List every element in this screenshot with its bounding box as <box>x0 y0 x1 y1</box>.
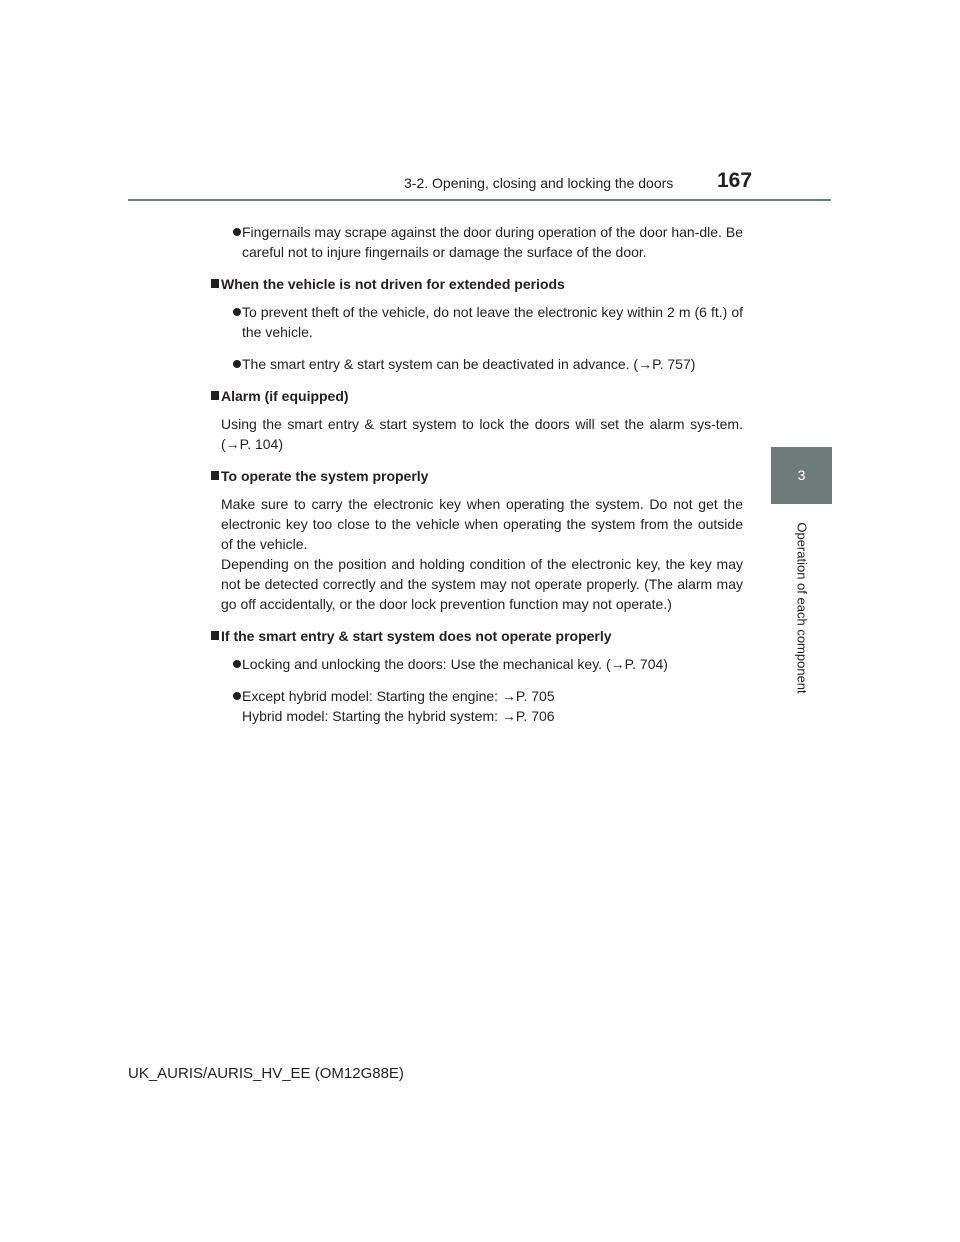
bullet-text-line: Hybrid model: Starting the hybrid system: →P. 706 <box>242 708 555 724</box>
header-rule <box>128 199 831 201</box>
section-heading <box>213 386 743 406</box>
heading-text: If the smart entry & start system does not operate properly <box>221 628 612 644</box>
paragraph: Make sure to carry the electronic key when operating the system. Do not get the electronic key too close to the vehicle when operating the system from the outside of the vehicle. <box>221 496 743 552</box>
heading-text: When the vehicle is not driven for extended periods <box>221 276 565 292</box>
list-item <box>213 222 743 262</box>
bullet-text-line: Except hybrid model: Starting the engine: →P. 705 <box>242 688 555 704</box>
chapter-title: Operation of each component <box>794 522 810 694</box>
square-bullet-icon <box>211 279 219 288</box>
bullet-icon <box>233 308 241 316</box>
bullet-icon <box>233 660 241 668</box>
bullet-icon <box>233 228 241 236</box>
list-item <box>213 686 743 726</box>
section-heading <box>213 274 743 294</box>
list-item <box>213 654 743 674</box>
section-heading <box>213 466 743 486</box>
square-bullet-icon <box>211 631 219 640</box>
bullet-icon <box>233 692 241 700</box>
square-bullet-icon <box>211 391 219 400</box>
bullet-text: Locking and unlocking the doors: Use the mechanical key. (→P. 704) <box>242 656 668 672</box>
square-bullet-icon <box>211 471 219 480</box>
bullet-text: The smart entry & start system can be deactivated in advance. (→P. 757) <box>242 356 696 372</box>
bullet-icon <box>233 360 241 368</box>
list-item <box>213 354 743 374</box>
paragraph: Depending on the position and holding condition of the electronic key, the key may not be detected correctly and the system may not operate properly. (The alarm may go off accidentally, or the door lock prevention function may not operate.) <box>221 556 743 612</box>
heading-text: Alarm (if equipped) <box>221 388 349 404</box>
chapter-number: 3 <box>797 467 806 483</box>
bullet-text: To prevent theft of the vehicle, do not leave the electronic key within 2 m (6 ft.) of the vehicle. <box>242 304 743 340</box>
chapter-tab <box>771 447 832 504</box>
page-number: 167 <box>717 169 753 192</box>
main-content <box>213 222 743 738</box>
section-heading <box>213 626 743 646</box>
chapter-label-wrap <box>771 512 832 704</box>
model-code-footer: UK_AURIS/AURIS_HV_EE (OM12G88E) <box>128 1065 404 1082</box>
heading-text: To operate the system properly <box>221 468 429 484</box>
list-item <box>213 302 743 342</box>
bullet-text: Fingernails may scrape against the door during operation of the door han-dle. Be careful not to injure fingernails or damage the surface of the door. <box>242 224 743 260</box>
paragraph: Using the smart entry & start system to lock the doors will set the alarm sys-tem. (→P. 104) <box>221 416 743 452</box>
section-title: 3-2. Opening, closing and locking the doors <box>404 175 674 191</box>
